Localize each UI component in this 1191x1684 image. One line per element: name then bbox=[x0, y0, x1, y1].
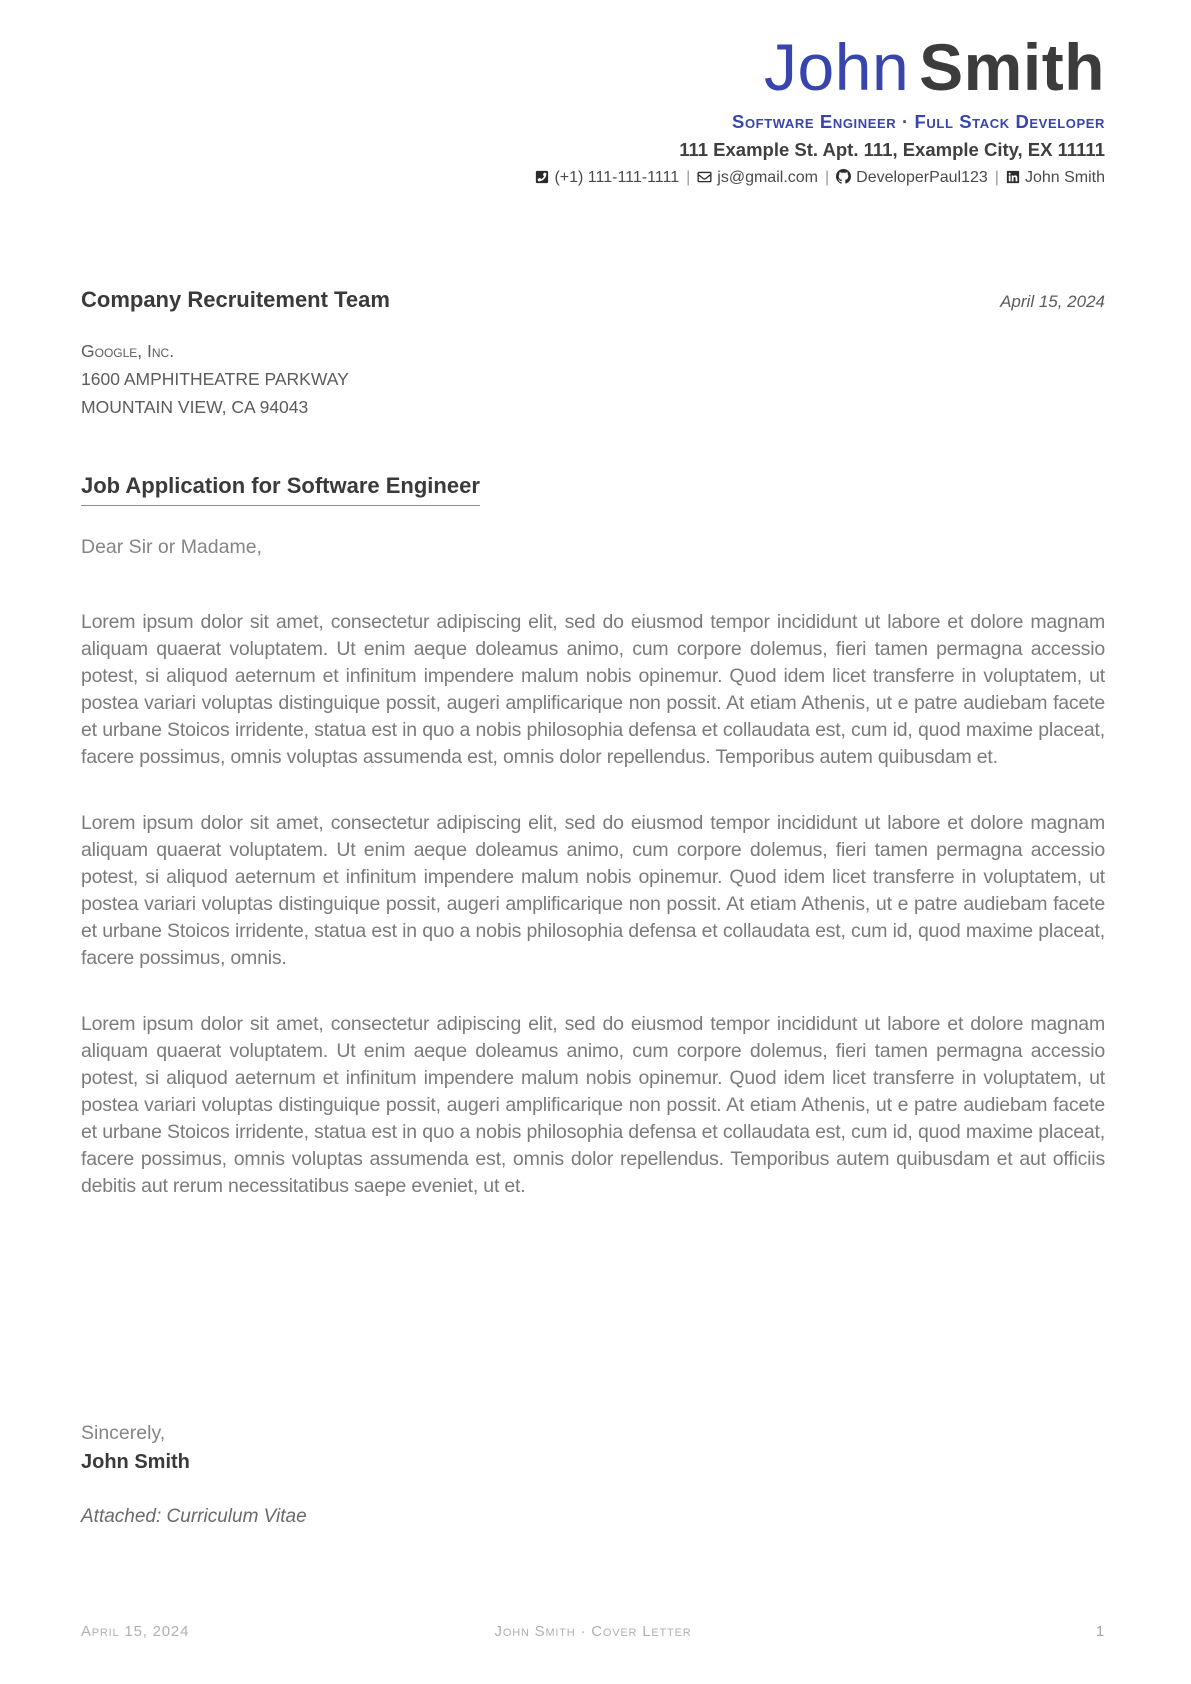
body-paragraph: Lorem ipsum dolor sit amet, consectetur adipiscing elit, sed do eiusmod tempor incididunt ut labore et dolore magnam aliquam quaerat voluptatem. Ut enim aeque doleamus animo, cum corpore dolemus, fieri tamen permagna accessio potest, si aliquod aeternum et infinitum impendere malum nobis opinemur. Quod idem licet transferre in voluptatem, ut postea variari voluptas distinguique possit, augeri amplificarique non possit. At etiam Athenis, ut e patre audiebam facete et urbane Stoicos irridente, statua est in quo a nobis philosophia defensa et collaudata est, cum id, quod maxime placeat, facere possimus, omnis. bbox=[81, 812, 1105, 969]
linkedin-link[interactable] bbox=[1006, 169, 1105, 186]
author-address: 111 Example St. Apt. 111, Example City, EX 11111 bbox=[679, 139, 1105, 160]
footer-date: April 15, 2024 bbox=[81, 1623, 190, 1640]
contact-separator: | bbox=[994, 169, 999, 186]
phone-number: (+1) 111-111-1111 bbox=[554, 169, 680, 186]
contact-separator: | bbox=[824, 169, 830, 186]
author-first-name: John bbox=[764, 30, 910, 104]
footer-document-title: John Smith · Cover Letter bbox=[494, 1623, 692, 1640]
letter-head bbox=[0, 0, 1191, 187]
email-link[interactable] bbox=[697, 169, 818, 186]
phone-square-icon bbox=[535, 170, 549, 184]
footer-page-number: 1 bbox=[1095, 1623, 1105, 1640]
contact-separator: | bbox=[686, 169, 691, 186]
recipient-row bbox=[81, 287, 1105, 313]
body-paragraph: Lorem ipsum dolor sit amet, consectetur adipiscing elit, sed do eiusmod tempor incididunt ut labore et dolore magnam aliquam quaerat voluptatem. Ut enim aeque doleamus animo, cum corpore dolemus, fieri tamen permagna accessio potest, si aliquod aeternum et infinitum impendere malum nobis opinemur. Quod idem licet transferre in voluptatem, ut postea variari voluptas distinguique possit, augeri amplificarique non possit. At etiam Athenis, ut e patre audiebam facete et urbane Stoicos irridente, statua est in quo a nobis philosophia defensa et collaudata est, cum id, quod maxime placeat, facere possimus, omnis voluptas assumenda est, omnis dolor repellendus. Temporibus autem quibusdam et aut officiis debitis aut rerum necessitatibus saepe eveniet, ut et. bbox=[81, 1013, 1105, 1197]
recipient-street: 1600 AMPHITHEATRE PARKWAY bbox=[81, 369, 349, 389]
github-link[interactable] bbox=[836, 169, 988, 186]
letter-subject-text: Job Application for Software Engineer bbox=[81, 473, 480, 506]
envelope-icon bbox=[697, 170, 712, 184]
letter-body bbox=[0, 287, 1191, 1528]
linkedin-icon bbox=[1006, 170, 1020, 184]
letter-subject bbox=[81, 473, 1105, 506]
closing-valediction: Sincerely, bbox=[81, 1422, 166, 1444]
signature-name: John Smith bbox=[81, 1451, 190, 1473]
letter-date: April 15, 2024 bbox=[1000, 292, 1105, 311]
email-address: js@gmail.com bbox=[717, 169, 818, 186]
recipient-city: MOUNTAIN VIEW, CA 94043 bbox=[81, 397, 309, 417]
recipient-company: Google, Inc. bbox=[81, 341, 175, 361]
page-footer bbox=[81, 1623, 1105, 1640]
github-handle: DeveloperPaul123 bbox=[856, 169, 988, 186]
author-last-name: Smith bbox=[919, 30, 1105, 104]
recipient-address-block bbox=[81, 337, 1105, 421]
salutation: Dear Sir or Madame, bbox=[81, 536, 262, 558]
recipient-title: Company Recruitement Team bbox=[81, 287, 390, 312]
contact-line bbox=[81, 169, 1105, 187]
author-tagline: Software Engineer · Full Stack Developer bbox=[732, 111, 1105, 132]
attachment-note: Attached: Curriculum Vitae bbox=[81, 1506, 307, 1527]
linkedin-name: John Smith bbox=[1024, 169, 1105, 186]
phone-link[interactable] bbox=[535, 169, 679, 186]
closing-block bbox=[81, 1422, 1105, 1474]
body-paragraph: Lorem ipsum dolor sit amet, consectetur adipiscing elit, sed do eiusmod tempor incididunt ut labore et dolore magnam aliquam quaerat voluptatem. Ut enim aeque doleamus animo, cum corpore dolemus, fieri tamen permagna accessio potest, si aliquod aeternum et infinitum impendere malum nobis opinemur. Quod idem licet transferre in voluptatem, ut postea variari voluptas distinguique possit, augeri amplificarique non possit. At etiam Athenis, ut e patre audiebam facete et urbane Stoicos irridente, statua est in quo a nobis philosophia defensa et collaudata est, cum id, quod maxime placeat, facere possimus, omnis voluptas assumenda est, omnis dolor repellendus. Temporibus autem quibusdam et. bbox=[81, 611, 1105, 768]
github-icon bbox=[836, 169, 851, 184]
author-name bbox=[81, 30, 1105, 104]
